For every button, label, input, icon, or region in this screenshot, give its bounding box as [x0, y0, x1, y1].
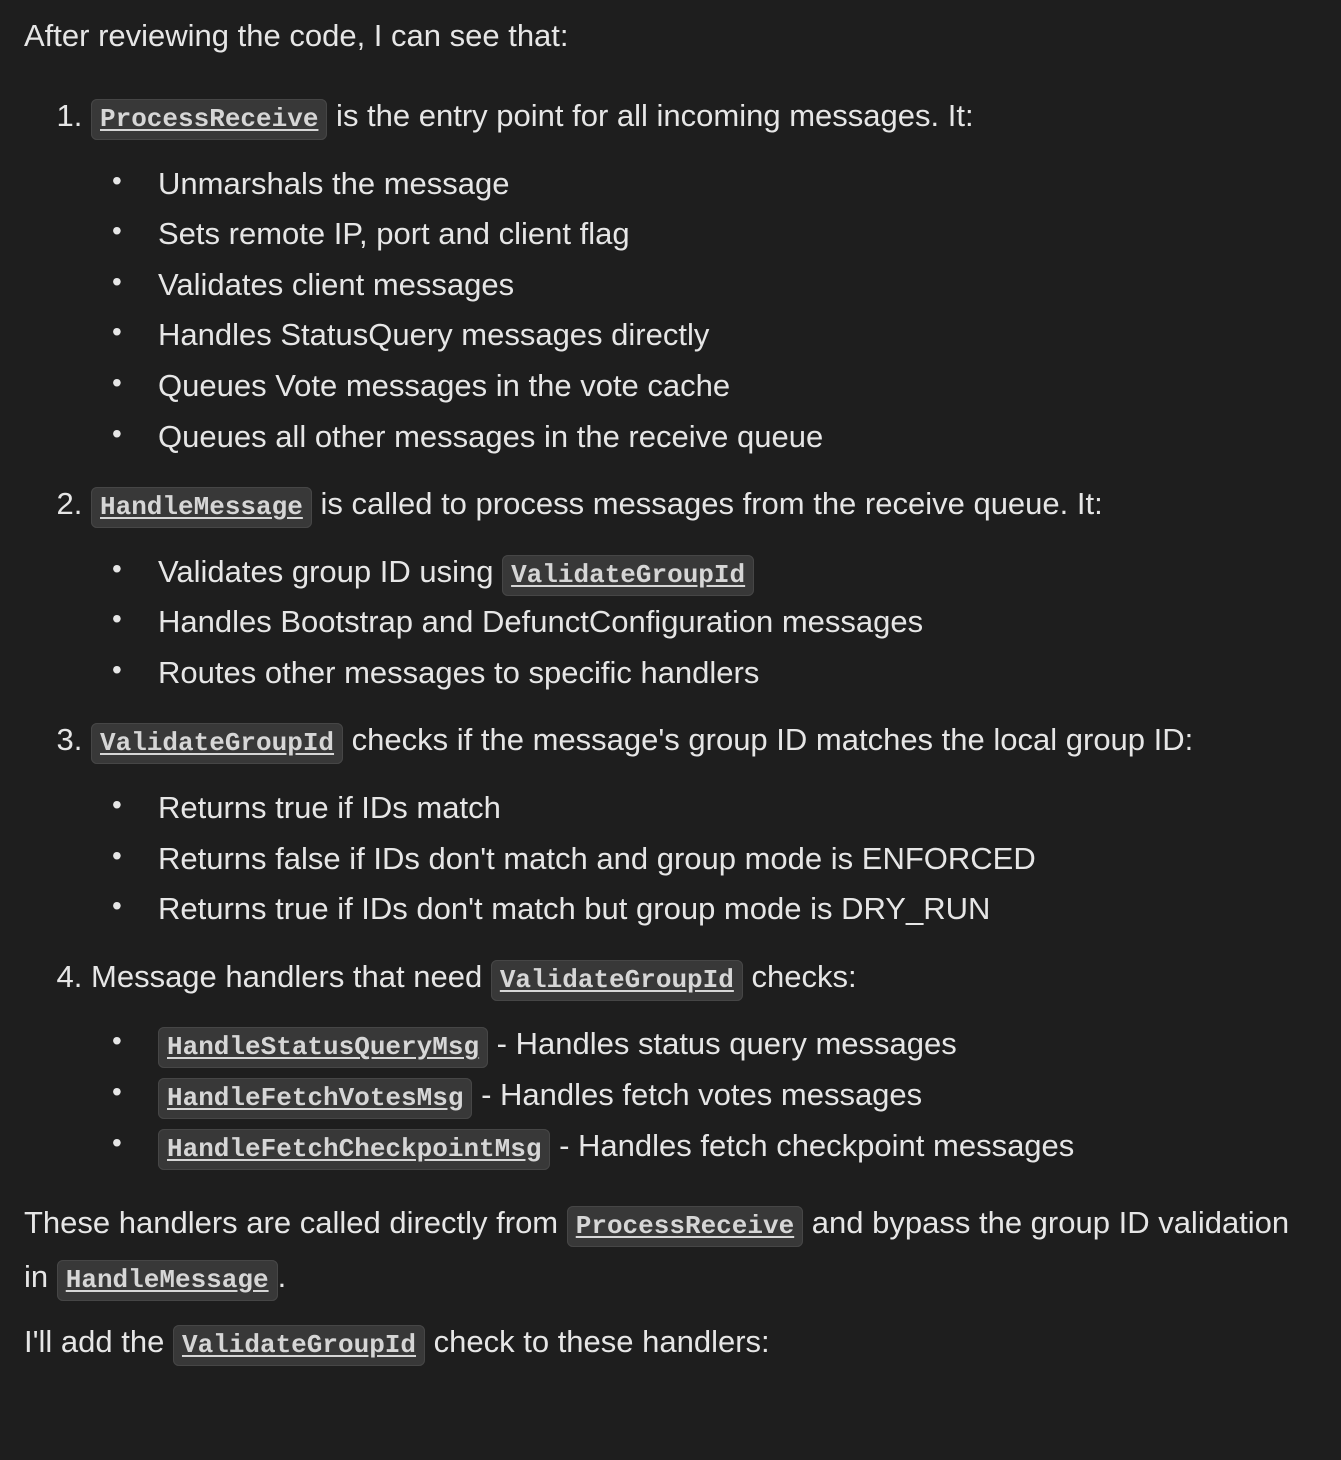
list-item: • Returns false if IDs don't match and group mode is ENFORCED — [158, 834, 1317, 884]
code-validate-group-id[interactable]: ValidateGroupId — [173, 1325, 425, 1366]
bullet-icon: • — [112, 417, 122, 449]
list-item: • Returns true if IDs don't match but group mode is DRY_RUN — [158, 884, 1317, 934]
bullet-icon: • — [112, 265, 122, 297]
bullet-icon: • — [112, 1126, 122, 1158]
bullet-icon: • — [112, 839, 122, 871]
code-handle-message[interactable]: HandleMessage — [91, 487, 312, 528]
sub-list — [91, 783, 1317, 934]
sub-list — [91, 547, 1317, 698]
code-validate-group-id[interactable]: ValidateGroupId — [502, 555, 754, 596]
step-item-4 — [91, 952, 1317, 1170]
sub-list — [91, 1019, 1317, 1170]
bullet-icon: • — [112, 890, 122, 922]
bullet-icon: • — [112, 653, 122, 685]
intro-text: After reviewing the code, I can see that: — [24, 18, 569, 53]
bullet-icon: • — [112, 164, 122, 196]
code-validate-group-id[interactable]: ValidateGroupId — [91, 723, 343, 764]
code-process-receive[interactable]: ProcessReceive — [91, 99, 327, 140]
step-item-2 — [91, 479, 1317, 697]
list-item: • Queues all other messages in the receive queue — [158, 412, 1317, 462]
step-prefix: Message handlers that need — [91, 958, 491, 994]
list-item: • Sets remote IP, port and client flag — [158, 209, 1317, 259]
list-item: • Queues Vote messages in the vote cache — [158, 361, 1317, 411]
step-item-1 — [91, 91, 1317, 461]
list-item: • HandleFetchCheckpointMsg - Handles fetch checkpoint messages — [158, 1121, 1317, 1171]
step-text: checks if the message's group ID matches the local group ID: — [343, 722, 1194, 758]
code-handle-fetch-votes-msg[interactable]: HandleFetchVotesMsg — [158, 1078, 472, 1119]
step-item-3 — [91, 715, 1317, 933]
code-process-receive[interactable]: ProcessReceive — [567, 1206, 803, 1247]
code-validate-group-id[interactable]: ValidateGroupId — [491, 960, 743, 1001]
step-text: is called to process messages from the receive queue. It: — [311, 486, 1103, 522]
list-item: • Handles Bootstrap and DefunctConfiguration messages — [158, 597, 1317, 647]
list-item: • Returns true if IDs match — [158, 783, 1317, 833]
list-item: • Unmarshals the message — [158, 159, 1317, 209]
bullet-icon: • — [112, 316, 122, 348]
bullet-icon: • — [112, 1025, 122, 1057]
list-item: • HandleFetchVotesMsg - Handles fetch votes messages — [158, 1070, 1317, 1120]
bullet-icon: • — [112, 1076, 122, 1108]
bullet-icon: • — [112, 603, 122, 635]
bullet-icon: • — [112, 789, 122, 821]
step-text: is the entry point for all incoming messages. It: — [327, 97, 974, 133]
bullet-icon: • — [112, 215, 122, 247]
step-text: checks: — [742, 958, 857, 994]
list-item: • HandleStatusQueryMsg - Handles status query messages — [158, 1019, 1317, 1069]
bullet-icon: • — [112, 366, 122, 398]
closing-paragraph: These handlers are called directly from ProcessReceive and bypass the group ID validation in HandleMessage . — [24, 1196, 1317, 1303]
list-item: • Validates client messages — [158, 260, 1317, 310]
sub-list — [91, 159, 1317, 462]
steps-list — [24, 91, 1317, 1170]
code-handle-status-query-msg[interactable]: HandleStatusQueryMsg — [158, 1027, 488, 1068]
list-item: • Validates group ID using ValidateGroupId — [158, 547, 1317, 597]
bullet-icon: • — [112, 552, 122, 584]
code-handle-message[interactable]: HandleMessage — [57, 1260, 278, 1301]
code-handle-fetch-checkpoint-msg[interactable]: HandleFetchCheckpointMsg — [158, 1129, 550, 1170]
list-item: • Routes other messages to specific handlers — [158, 648, 1317, 698]
list-item: • Handles StatusQuery messages directly — [158, 310, 1317, 360]
final-paragraph: I'll add the ValidateGroupId check to these handlers: — [24, 1317, 1317, 1367]
